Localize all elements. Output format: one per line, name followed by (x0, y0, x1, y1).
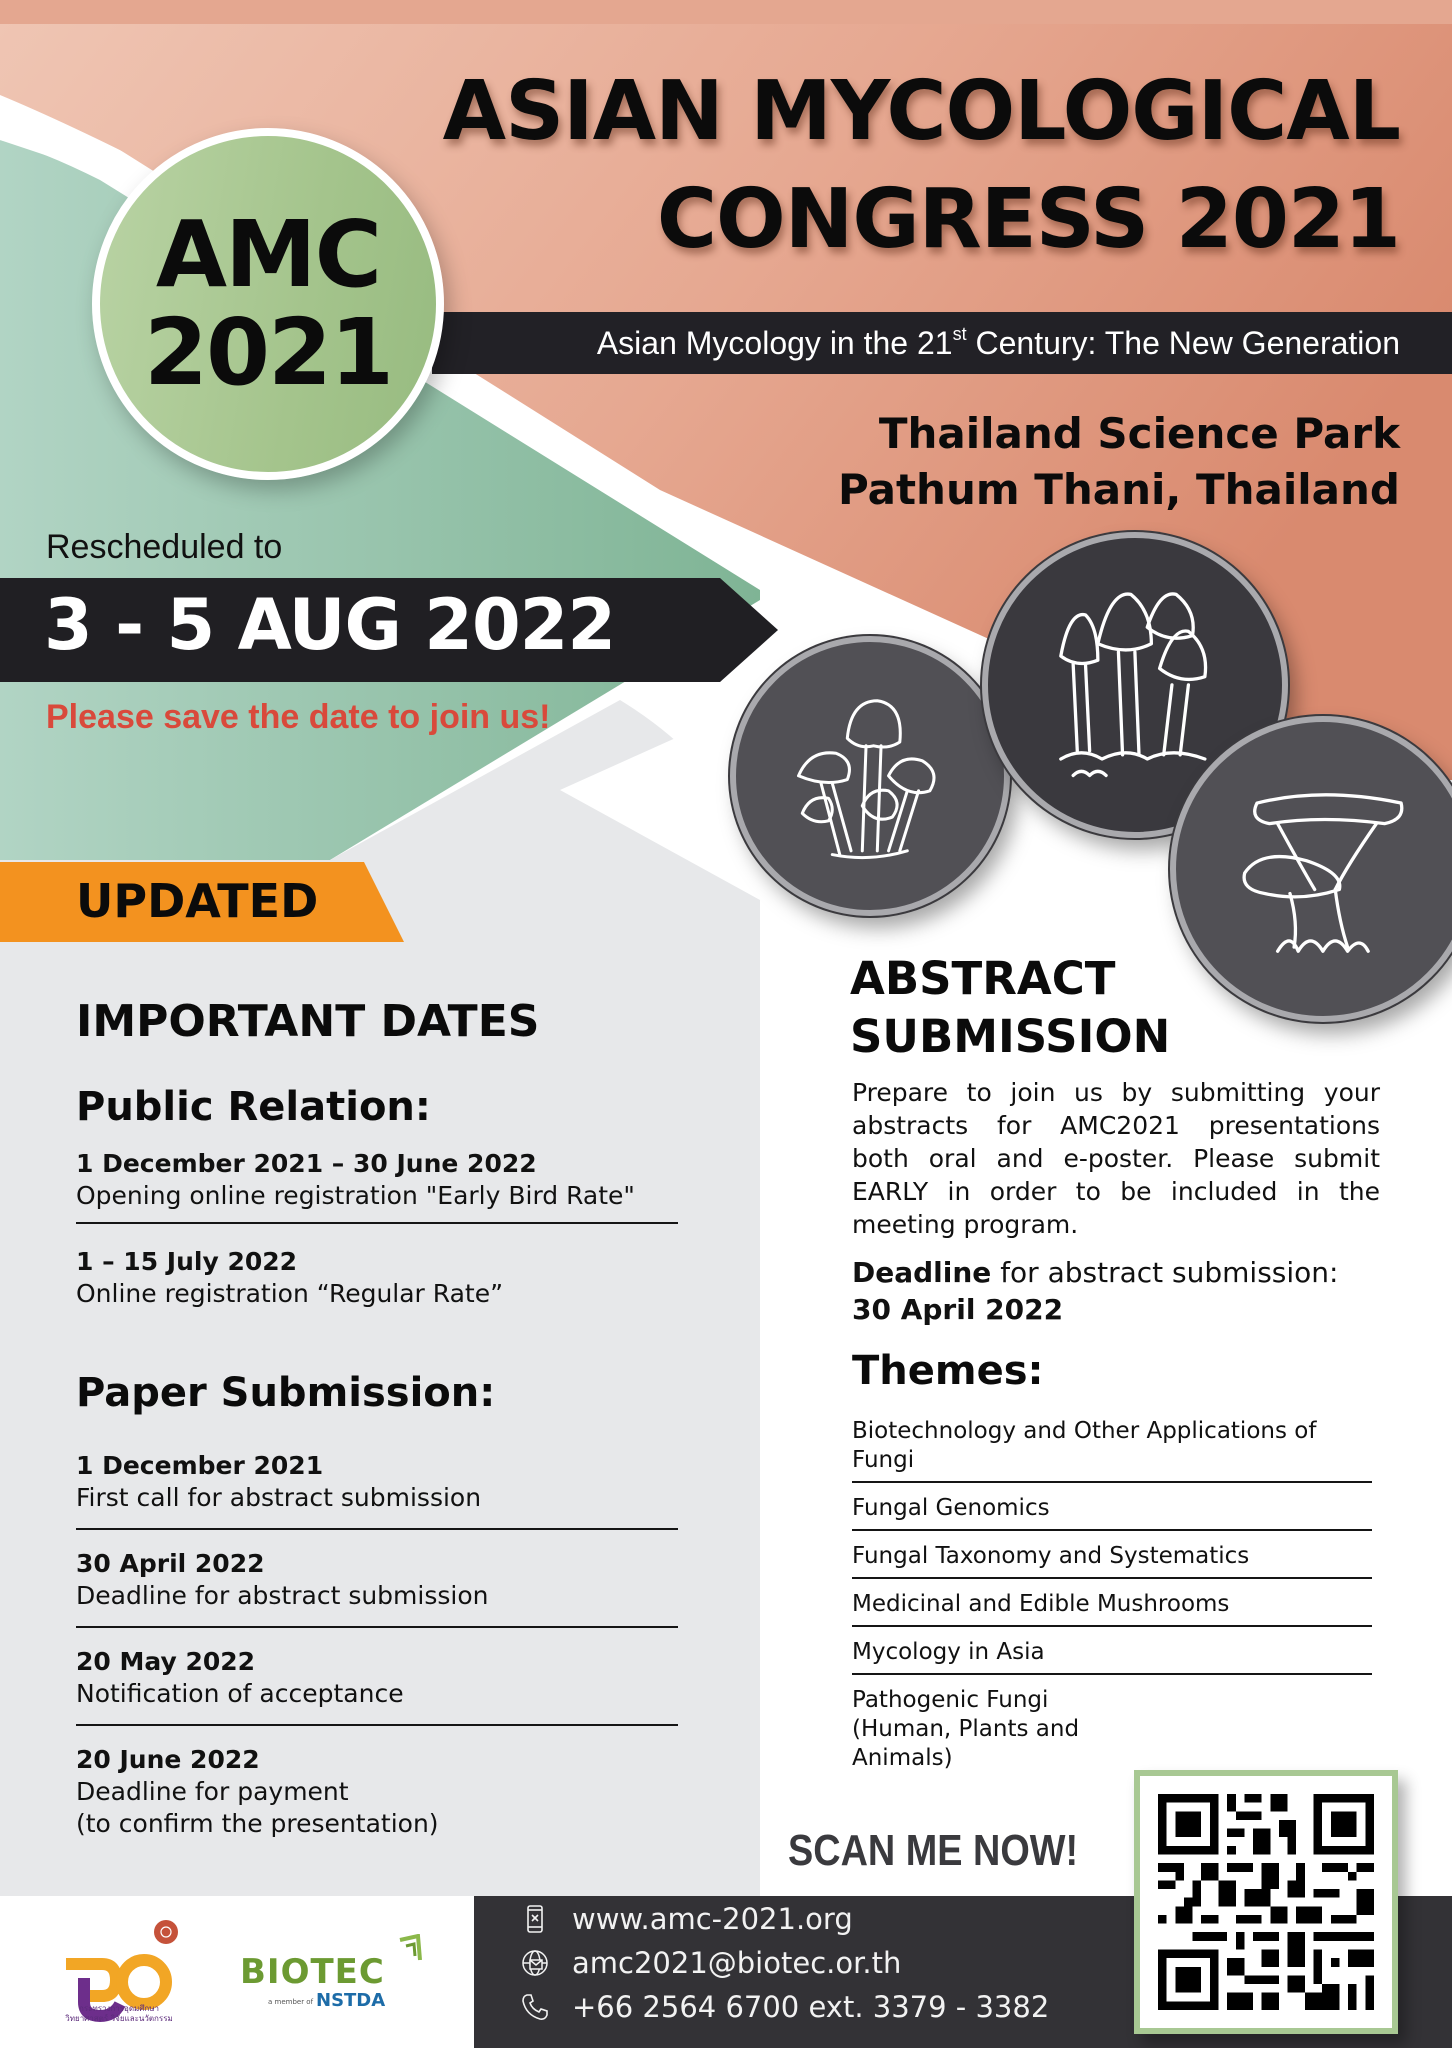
theme-item: Fungal Taxonomy and Systematics (852, 1539, 1372, 1579)
member-of-label: a member of (268, 1998, 314, 2006)
mhesi-logo-text (54, 2004, 184, 2024)
abstract-description: Prepare to join us by submitting your abstracts for AMC2021 presentations both oral and e-poster. Please submit EARLY in order to be included in the meeting program. (852, 1078, 1380, 1239)
date-item (76, 1246, 678, 1310)
logo-line-2: 2021 (143, 299, 393, 406)
deadline-label: Deadline (852, 1256, 992, 1289)
subtitle-bar (432, 312, 1452, 374)
email-link[interactable]: amc2021@biotec.or.th (572, 1946, 902, 1980)
date-item-desc: Opening online registration "Early Bird Rate" (76, 1181, 635, 1210)
date-item-desc: Notification of acceptance (76, 1679, 404, 1708)
theme-item: Biotechnology and Other Applications of Fungi (852, 1414, 1372, 1483)
date-item (76, 1450, 678, 1530)
themes-list (852, 1414, 1372, 1787)
title-line-1: ASIAN MYCOLOGICAL (442, 64, 1400, 159)
mhesi-text-line-2: วิทยาศาสตร์ วิจัยและนวัตกรรม (65, 2014, 173, 2023)
scan-me-label: SCAN ME NOW! (788, 1826, 1079, 1875)
venue-line-1: Thailand Science Park (878, 409, 1400, 458)
rescheduled-label: Rescheduled to (46, 528, 283, 566)
nstda-logo: NSTDA (316, 1990, 386, 2011)
title-line-2: CONGRESS 2021 (656, 172, 1400, 267)
updated-label: UPDATED (76, 874, 319, 928)
logo-line-1: AMC (155, 201, 381, 308)
date-item-desc: Deadline for payment (76, 1777, 349, 1806)
biotec-chevron-icon (398, 1934, 428, 1964)
date-item-date: 1 December 2021 – 30 June 2022 (76, 1149, 537, 1178)
phone-icon (520, 1992, 550, 2022)
public-relation-heading: Public Relation: (76, 1084, 431, 1130)
venue-line-2: Pathum Thani, Thailand (837, 465, 1400, 514)
date-item (76, 1744, 678, 1840)
date-item-date: 30 April 2022 (76, 1549, 265, 1578)
date-item (76, 1548, 678, 1628)
paper-submission-heading: Paper Submission: (76, 1370, 496, 1416)
globe-mail-icon (520, 1948, 550, 1978)
theme-item: Fungal Genomics (852, 1491, 1372, 1531)
abstract-heading-line-2: SUBMISSION (850, 1010, 1171, 1063)
theme-item: Mycology in Asia (852, 1635, 1372, 1675)
date-item-date: 20 June 2022 (76, 1745, 260, 1774)
deadline-date: 30 April 2022 (852, 1293, 1064, 1326)
email-row[interactable] (520, 1946, 901, 1980)
phone-number[interactable]: +66 2564 6700 ext. 3379 - 3382 (572, 1990, 1050, 2024)
event-date: 3 - 5 AUG 2022 (44, 584, 616, 666)
save-the-date-tagline: Please save the date to join us! (46, 698, 551, 736)
theme-item: Medicinal and Edible Mushrooms (852, 1587, 1372, 1627)
subtitle-suffix: Century: The New Generation (966, 325, 1400, 361)
qr-code-icon (1158, 1794, 1374, 2010)
date-item-date: 20 May 2022 (76, 1647, 256, 1676)
theme-item: Pathogenic Fungi (Human, Plants and Animals) (852, 1687, 1080, 1771)
qr-code[interactable] (1134, 1770, 1398, 2034)
deadline-text: for abstract submission: (991, 1256, 1339, 1289)
date-item-desc: Deadline for abstract submission (76, 1581, 489, 1610)
abstract-deadline (852, 1254, 1412, 1328)
date-item-desc: First call for abstract submission (76, 1483, 482, 1512)
date-item-date: 1 December 2021 (76, 1451, 324, 1480)
biotec-logo: BIOTEC (240, 1952, 385, 1992)
subtitle-prefix: Asian Mycology in the 21 (596, 325, 953, 361)
mobile-web-icon (520, 1904, 550, 1934)
abstract-submission-heading (850, 950, 1170, 1066)
date-item (76, 1148, 678, 1224)
mhesi-text-line-1: กระทรวงการอุดมศึกษา (79, 2004, 159, 2013)
date-item-desc-2: (to confirm the presentation) (76, 1809, 439, 1838)
date-item (76, 1646, 678, 1726)
themes-heading: Themes: (852, 1348, 1044, 1394)
subtitle-superscript: st (952, 324, 967, 344)
phone-row[interactable] (520, 1990, 1049, 2024)
website-row[interactable] (520, 1902, 853, 1936)
website-link[interactable]: www.amc-2021.org (572, 1902, 853, 1936)
important-dates-heading: IMPORTANT DATES (76, 996, 540, 1047)
abstract-heading-line-1: ABSTRACT (850, 952, 1116, 1005)
date-item-desc: Online registration “Regular Rate” (76, 1279, 504, 1308)
date-item-date: 1 – 15 July 2022 (76, 1247, 298, 1276)
amc-logo-circle (92, 128, 444, 480)
mushroom-cluster-icon (730, 636, 1010, 916)
